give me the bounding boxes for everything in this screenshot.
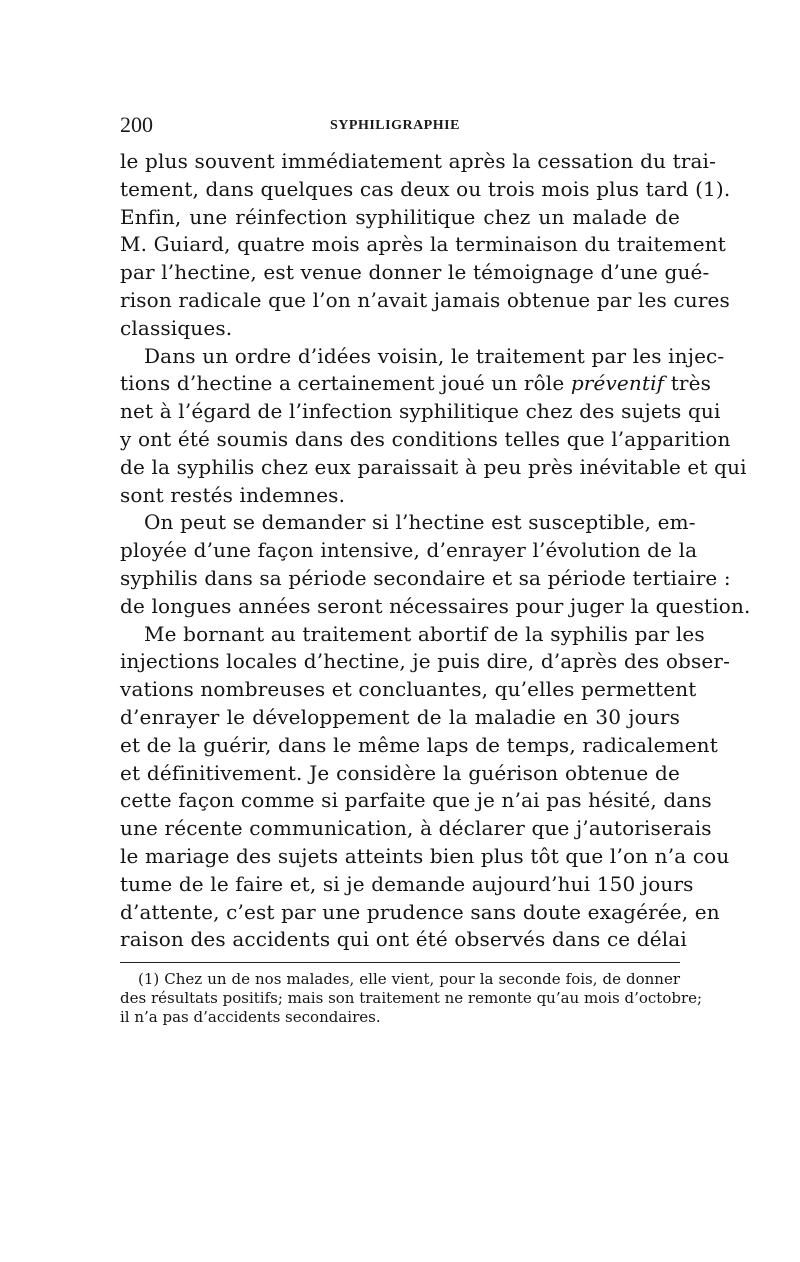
text-line: net à l’égard de l’infection syphilitique chez des sujets qui (120, 399, 721, 424)
text-line: Me bornant au traitement abortif de la syphilis par les (144, 621, 705, 646)
text-line: injections locales d’hectine, je puis dire, d’après des obser- (120, 649, 730, 674)
text-line: syphilis dans sa période secondaire et sa période tertiaire : (120, 565, 731, 590)
footnote-line: il n’a pas d’accidents secondaires. (120, 1008, 381, 1026)
text-line: On peut se demander si l’hectine est susceptible, em- (144, 510, 696, 535)
text-line-mixed (120, 370, 712, 398)
footnote-rule (120, 962, 680, 963)
footnote-line: des résultats positifs; mais son traitement ne remonte qu’au mois d’octobre; (120, 989, 703, 1007)
text-line: et définitivement. Je considère la guérison obtenue de (120, 760, 680, 785)
text-line: y ont été soumis dans des conditions telles que l’apparition (120, 426, 731, 451)
text-line: une récente communication, à déclarer que j’autoriserais (120, 816, 712, 841)
text-line: classiques. (120, 315, 233, 340)
running-title: SYPHILIGRAPHIE (330, 118, 460, 133)
italic-term: préventif (570, 371, 665, 396)
text-line: d’attente, c’est par une prudence sans doute exagérée, en (120, 899, 720, 924)
text-line: et de la guérir, dans le même laps de temps, radicalement (120, 732, 718, 757)
text-line: tume de le faire et, si je demande aujourd’hui 150 jours (120, 871, 694, 896)
text-line: M. Guiard, quatre mois après la terminaison du traitement (120, 232, 726, 257)
text-line: vations nombreuses et concluantes, qu’elles permettent (120, 677, 697, 702)
text-line: raison des accidents qui ont été observés dans ce délai (120, 927, 687, 952)
body-text (120, 148, 751, 954)
text-line: d’enrayer le développement de la maladie en 30 jours (120, 704, 680, 729)
text-segment: tions d’hectine a certainement joué un rôle (120, 371, 565, 396)
text-line: cette façon comme si parfaite que je n’ai pas hésité, dans (120, 788, 712, 813)
text-line: Enfin, une réinfection syphilitique chez un malade de (120, 204, 680, 229)
text-line: rison radicale que l’on n’avait jamais obtenue par les cures (120, 287, 730, 312)
text-segment: très (670, 371, 712, 396)
footnote-line: (1) Chez un de nos malades, elle vient, pour la seconde fois, de donner (138, 970, 680, 988)
text-line: sont restés indemnes. (120, 482, 346, 507)
text-line: de longues années seront nécessaires pour juger la question. (120, 593, 751, 618)
text-line: de la syphilis chez eux paraissait à peu près inévitable et qui (120, 454, 747, 479)
text-line: Dans un ordre d’idées voisin, le traitement par les injec- (144, 343, 725, 368)
running-head (120, 112, 680, 142)
text-line: le plus souvent immédiatement après la cessation du trai- (120, 149, 717, 173)
text-line: ployée d’une façon intensive, d’enrayer l’évolution de la (120, 538, 698, 563)
text-line: par l’hectine, est venue donner le témoignage d’une gué- (120, 260, 710, 285)
page-number: 200 (120, 112, 153, 137)
text-line: le mariage des sujets atteints bien plus tôt que l’on n’a cou (120, 843, 730, 868)
text-line: tement, dans quelques cas deux ou trois mois plus tard (1). (120, 176, 731, 201)
footnote (120, 970, 703, 1027)
